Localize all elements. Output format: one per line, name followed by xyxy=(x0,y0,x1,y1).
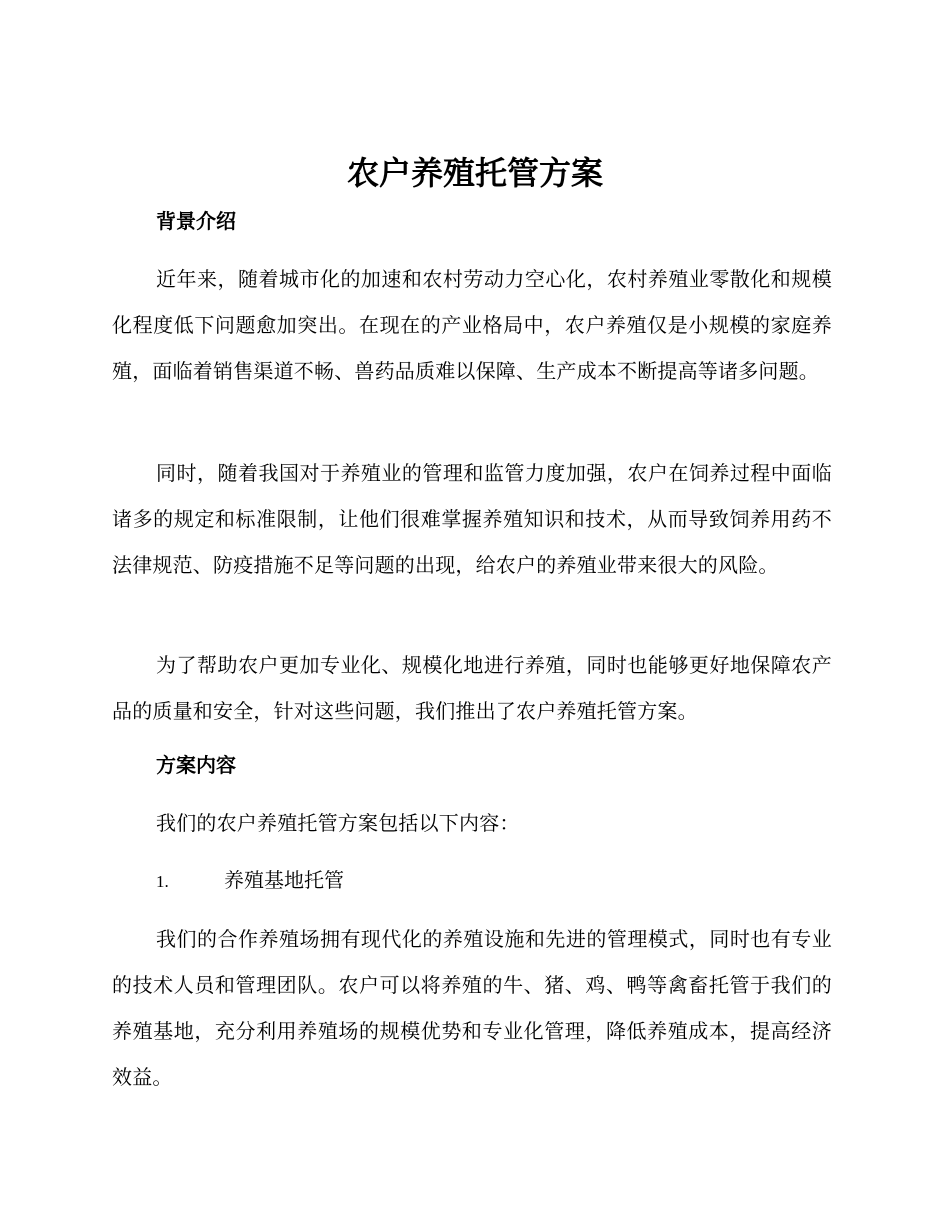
background-paragraph-1: 近年来，随着城市化的加速和农村劳动力空心化，农村养殖业零散化和规模化程度低下问题愈加突出。在现在的产业格局中，农户养殖仅是小规模的家庭养殖，面临着销售渠道不畅、兽药品质难以保障、生产成本不断提高等诸多问题。 xyxy=(112,267,832,383)
document-title: 农户养殖托管方案 xyxy=(346,154,603,192)
list-item-paragraph: 我们的合作养殖场拥有现代化的养殖设施和先进的管理模式，同时也有专业的技术人员和管理团队。农户可以将养殖的牛、猪、鸡、鸭等禽畜托管于我们的养殖基地，充分利用养殖场的规模优势和专业化管理，降低养殖成本，提高经济效益。 xyxy=(112,927,832,1089)
background-paragraph-2: 同时，随着我国对于养殖业的管理和监管力度加强，农户在饲养过程中面临诸多的规定和标准限制，让他们很难掌握养殖知识和技术，从而导致饲养用药不法律规范、防疫措施不足等问题的出现，给农户的养殖业带来很大的风险。 xyxy=(112,461,832,577)
list-item-number: 1. xyxy=(156,872,169,891)
list-item-label: 养殖基地托管 xyxy=(224,868,344,892)
section-heading-content: 方案内容 xyxy=(156,753,236,777)
list-item xyxy=(156,866,344,896)
content-intro: 我们的农户养殖托管方案包括以下内容： xyxy=(156,811,520,835)
section-heading-background: 背景介绍 xyxy=(156,209,236,233)
background-paragraph-3: 为了帮助农户更加专业化、规模化地进行养殖，同时也能够更好地保障农产品的质量和安全，针对这些问题，我们推出了农户养殖托管方案。 xyxy=(112,653,832,723)
